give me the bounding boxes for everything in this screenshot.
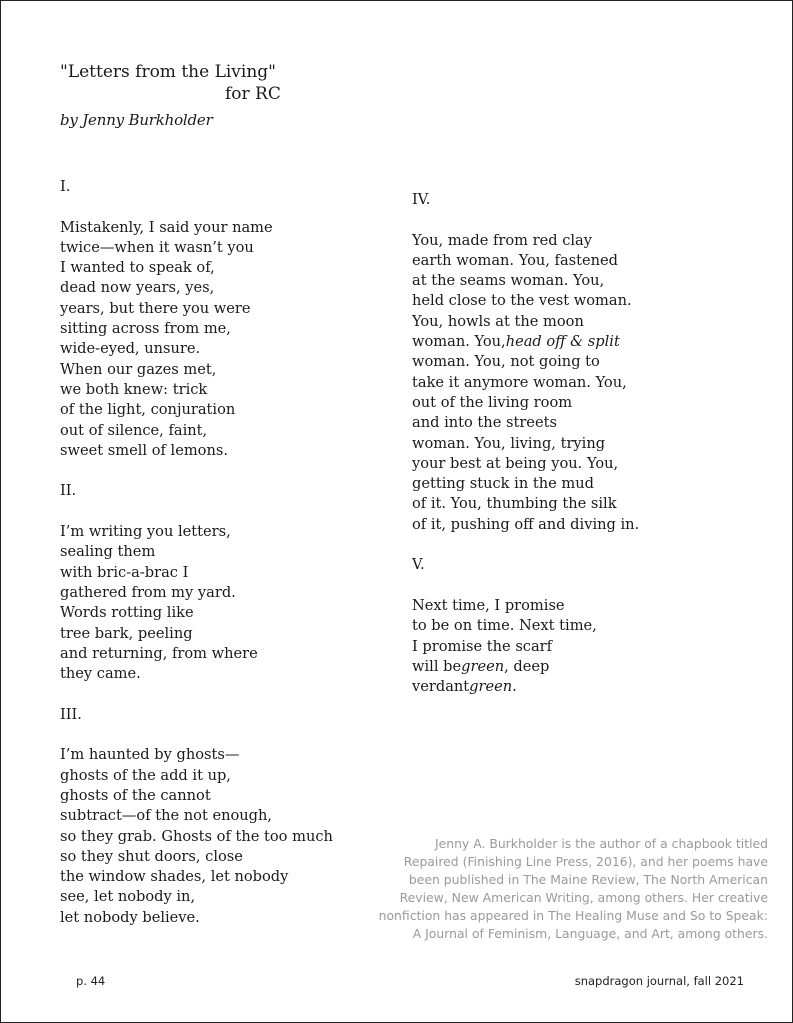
bio-line: Review, New American Writing, among others. Her creative [399, 889, 768, 905]
section-numeral-2: II. [60, 482, 77, 500]
bio-line: A Journal of Feminism, Language, and Art, among others. [412, 925, 768, 941]
section-numeral-5: V. [412, 556, 425, 574]
stanza-3 [60, 745, 360, 928]
poem-line: out of the living room [412, 393, 573, 411]
poem-line: I wanted to speak of, [60, 259, 215, 277]
poem-line: twice—when it wasn’t you [60, 238, 254, 256]
poem-line: they came. [60, 665, 141, 683]
italic-word: green [461, 657, 505, 675]
stanza-5 [412, 596, 772, 697]
poem-line: You, howls at the moon [412, 312, 584, 330]
poem-line: see, let nobody in, [60, 888, 196, 906]
byline: by Jenny Burkholder [60, 111, 213, 129]
poem-line: tree bark, peeling [60, 624, 193, 642]
poem-line: let nobody believe. [60, 908, 200, 926]
poem-line: ghosts of the cannot [60, 786, 211, 804]
poem-title: "Letters from the Living" [60, 62, 276, 82]
section-numeral-4: IV. [412, 191, 431, 208]
poem-line: When our gazes met, [60, 360, 217, 378]
stanza-2 [60, 522, 360, 684]
poem-line: wide-eyed, unsure. [60, 340, 201, 358]
poem-line: so they shut doors, close [60, 847, 243, 865]
bio-line: Repaired (Finishing Line Press, 2016), and her poems have [403, 853, 768, 869]
poem-line-with-italic [412, 332, 772, 352]
poem-line: woman. You, not going to [412, 353, 600, 371]
bio-line: Jenny A. Burkholder is the author of a chapbook titled [434, 836, 768, 851]
poem-line: subtract—of the not enough, [60, 807, 273, 825]
poem-line: I’m haunted by ghosts— [60, 746, 240, 764]
poem-line: out of silence, faint, [60, 421, 208, 439]
poem-line: sweet smell of lemons. [60, 441, 228, 459]
poem-line: and returning, from where [60, 644, 258, 662]
poem-line: ghosts of the add it up, [60, 766, 231, 784]
poem-line: earth woman. You, fastened [412, 251, 619, 269]
poem-line: You, made from red clay [412, 231, 593, 249]
page-number: p. 44 [76, 974, 106, 988]
section-numeral-3: III. [60, 705, 82, 723]
poem-line: to be on time. Next time, [412, 617, 597, 635]
poem-line: of the light, conjuration [60, 401, 236, 419]
line-text: . [512, 678, 517, 696]
poem-line: of it, pushing off and diving in. [412, 515, 640, 533]
poem-line: we both knew: trick [60, 380, 208, 398]
line-text: woman. You, [412, 333, 506, 351]
poem-line: and into the streets [412, 414, 557, 432]
poem-line: woman. You, living, trying [412, 434, 606, 452]
poem-title-block [60, 61, 281, 105]
stanza-4 [412, 231, 772, 535]
poem-line: I promise the scarf [412, 637, 553, 655]
poem-line: take it anymore woman. You, [412, 373, 627, 391]
italic-word: green [469, 678, 513, 696]
poem-line: the window shades, let nobody [60, 868, 289, 886]
line-text: will be [412, 657, 462, 675]
journal-name: snapdragon journal, fall 2021 [574, 974, 744, 988]
dedication: for RC [225, 84, 281, 104]
bio-line: nonfiction has appeared in The Healing Muse and So to Speak: [378, 907, 768, 923]
poem-line: with bric-a-brac I [60, 563, 189, 581]
poem-line: Words rotting like [60, 604, 194, 622]
line-text: verdant [412, 678, 470, 696]
poem-line: Next time, I promise [412, 596, 565, 614]
poem-line: sealing them [60, 543, 156, 561]
bio-line: been published in The Maine Review, The North American [408, 871, 768, 887]
poem-line: your best at being you. You, [412, 454, 619, 472]
poem-line: dead now years, yes, [60, 279, 215, 297]
section-numeral-1: I. [60, 178, 71, 195]
poem-line: getting stuck in the mud [412, 475, 594, 493]
poem-line: I’m writing you letters, [60, 523, 231, 541]
poem-line: Mistakenly, I said your name [60, 218, 273, 236]
poem-line: sitting across from me, [60, 320, 231, 338]
poem-line: of it. You, thumbing the silk [412, 495, 617, 513]
poem-line: so they grab. Ghosts of the too much [60, 827, 333, 845]
italic-phrase: head off & split [505, 333, 620, 351]
poem-line: gathered from my yard. [60, 583, 236, 601]
poem-line: years, but there you were [60, 299, 251, 317]
poem-line: held close to the vest woman. [412, 292, 632, 310]
poem-line-with-italic [412, 677, 772, 697]
poem-line: at the seams woman. You, [412, 272, 605, 290]
right-column [412, 190, 772, 718]
author-bio [348, 835, 768, 942]
poem-line-with-italic [412, 657, 772, 677]
left-column [60, 177, 360, 948]
stanza-1 [60, 218, 360, 462]
line-text: , deep [504, 657, 550, 675]
